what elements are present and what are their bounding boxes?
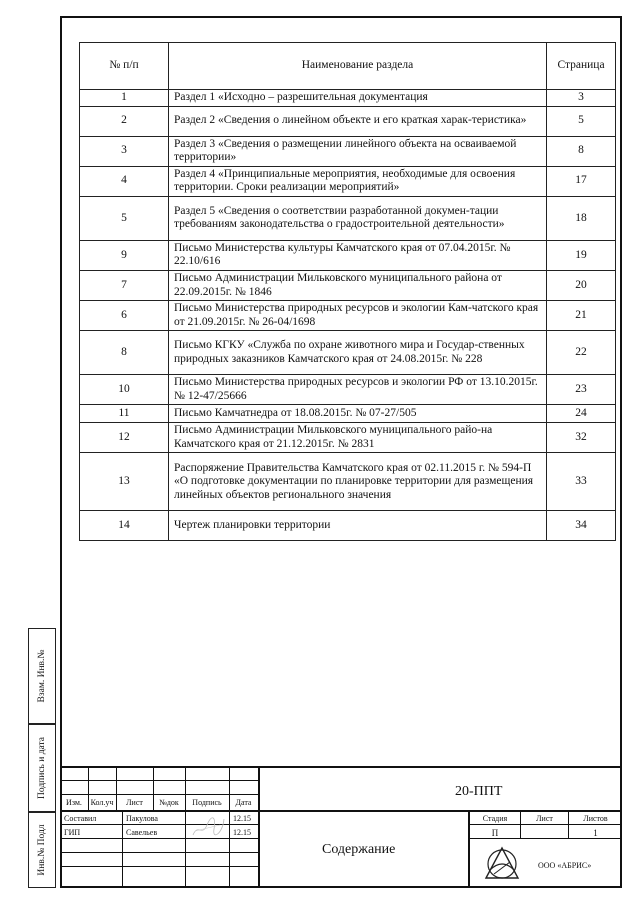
row-page: 19 [547, 240, 616, 270]
table-row [80, 196, 616, 240]
role-1: Составил [64, 814, 97, 823]
list-label: Лист [536, 814, 553, 823]
side-label-inv-vzam: Взам. Инв.№ [37, 649, 47, 703]
signature-scribble [190, 813, 226, 841]
row-page: 8 [547, 136, 616, 166]
document-code: 20-ППТ [455, 784, 503, 799]
col-kol: Кол.уч [90, 798, 114, 807]
table-row [80, 301, 616, 331]
row-num: 11 [80, 405, 169, 423]
col-podpis: Подпись [192, 798, 222, 807]
row-name: Раздел 5 «Сведения о соответствии разработанной докумен-тации требованиям законодательства о градостроительной деятельности» [169, 196, 547, 240]
row-page: 32 [547, 423, 616, 453]
row-page: 17 [547, 166, 616, 196]
header-num: № п/п [80, 43, 169, 90]
table-row [80, 375, 616, 405]
row-page: 33 [547, 453, 616, 511]
row-name: Раздел 1 «Исходно – разрешительная документация [169, 90, 547, 107]
side-label-inv-podl: Инв.№ Подл [37, 824, 47, 876]
row-num: 2 [80, 106, 169, 136]
role-2: ГИП [64, 828, 81, 837]
date-1: 12.15 [233, 814, 251, 823]
stadia-value: П [491, 828, 499, 838]
name-2: Савельев [126, 828, 158, 837]
row-name: Раздел 4 «Принципиальные мероприятия, необходимые для освоения территории. Сроки реализации мероприятий» [169, 166, 547, 196]
header-page: Страница [547, 43, 616, 90]
row-num: 7 [80, 270, 169, 300]
row-num: 8 [80, 331, 169, 375]
row-num: 3 [80, 136, 169, 166]
side-stamp-podpis-data [28, 724, 56, 812]
row-page: 20 [547, 270, 616, 300]
row-name: Распоряжение Правительства Камчатского края от 02.11.2015 г. № 594-П «О подготовке документации по планировке территории для размещения линейных объектов регионального значения [169, 453, 547, 511]
row-name: Чертеж планировки территории [169, 511, 547, 541]
table-row [80, 166, 616, 196]
listov-label: Листов [583, 814, 608, 823]
organization-name: ООО «АБРИС» [538, 861, 592, 870]
date-2: 12.15 [233, 828, 251, 837]
table-row [80, 423, 616, 453]
row-name: Раздел 3 «Сведения о размещении линейного объекта на осваиваемой территории» [169, 136, 547, 166]
row-num: 12 [80, 423, 169, 453]
row-name: Письмо Министерства культуры Камчатского края от 07.04.2015г. № 22.10/616 [169, 240, 547, 270]
table-row [80, 511, 616, 541]
table-body [80, 90, 616, 541]
col-list: Лист [126, 798, 143, 807]
row-page: 24 [547, 405, 616, 423]
row-num: 14 [80, 511, 169, 541]
table-row [80, 270, 616, 300]
row-page: 34 [547, 511, 616, 541]
table-row [80, 405, 616, 423]
company-logo-icon [480, 844, 524, 882]
row-num: 5 [80, 196, 169, 240]
row-page: 21 [547, 301, 616, 331]
table-header-row [80, 43, 616, 90]
row-name: Письмо Министерства природных ресурсов и экологии Кам-чатского края от 21.09.2015г. № 26-04/1698 [169, 301, 547, 331]
table-row [80, 331, 616, 375]
table-row [80, 136, 616, 166]
row-name: Письмо КГКУ «Служба по охране животного мира и Государ-ственных природных заказников Камчатского края от 24.08.2015г. № 228 [169, 331, 547, 375]
row-page: 18 [547, 196, 616, 240]
row-page: 5 [547, 106, 616, 136]
row-name: Раздел 2 «Сведения о линейном объекте и его краткая харак-теристика» [169, 106, 547, 136]
row-name: Письмо Камчатнедра от 18.08.2015г. № 07-27/505 [169, 405, 547, 423]
row-num: 13 [80, 453, 169, 511]
document-title: Содержание [322, 842, 396, 857]
listov-value: 1 [593, 828, 598, 838]
row-page: 23 [547, 375, 616, 405]
row-num: 10 [80, 375, 169, 405]
col-data: Дата [235, 798, 252, 807]
header-name: Наименование раздела [169, 43, 547, 90]
row-num: 6 [80, 301, 169, 331]
title-block [60, 766, 622, 888]
row-name: Письмо Министерства природных ресурсов и экологии РФ от 13.10.2015г. № 12-47/25666 [169, 375, 547, 405]
row-num: 1 [80, 90, 169, 107]
table-row [80, 106, 616, 136]
name-1: Пакулова [126, 814, 158, 823]
col-izm: Изм. [66, 798, 82, 807]
side-stamp-inv-vzam [28, 628, 56, 724]
row-page: 22 [547, 331, 616, 375]
side-label-podpis-data: Подпись и дата [37, 736, 47, 800]
stadia-label: Стадия [482, 814, 508, 823]
side-stamp-inv-podl [28, 812, 56, 888]
row-page: 3 [547, 90, 616, 107]
table-row [80, 453, 616, 511]
row-name: Письмо Администрации Мильковского муниципального райо-на Камчатского края от 21.12.2015г. № 2831 [169, 423, 547, 453]
contents-table [79, 42, 616, 541]
table-row [80, 240, 616, 270]
row-num: 4 [80, 166, 169, 196]
row-num: 9 [80, 240, 169, 270]
row-name: Письмо Администрации Мильковского муниципального района от 22.09.2015г. № 1846 [169, 270, 547, 300]
col-ndok: №док [159, 798, 179, 807]
table-row [80, 90, 616, 107]
